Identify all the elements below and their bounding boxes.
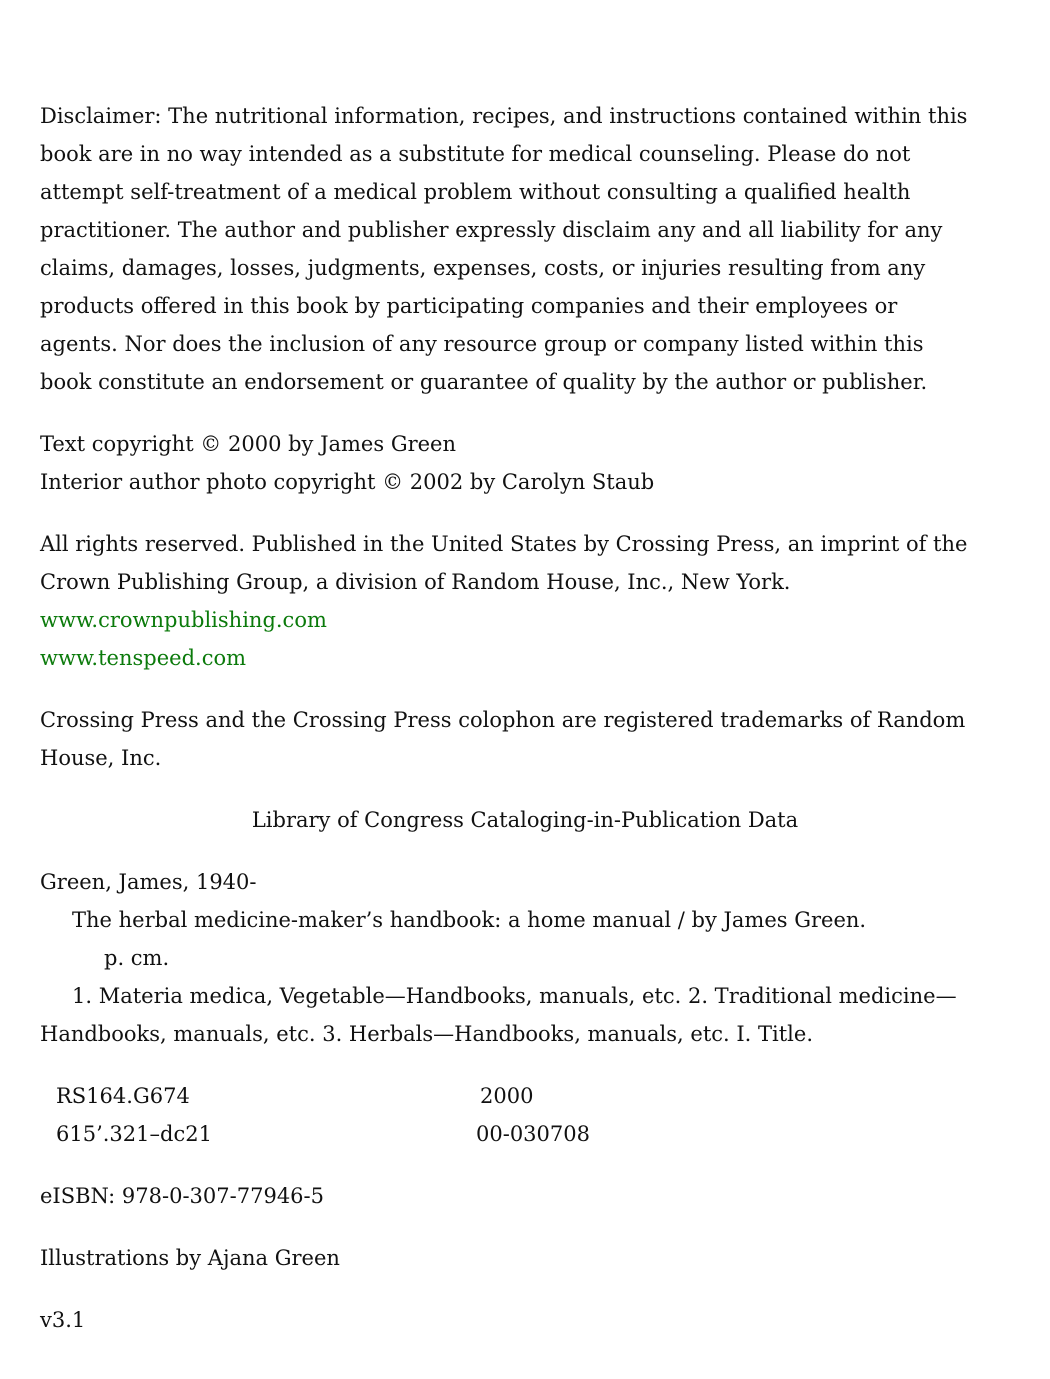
cip-subjects: 1. Materia medica, Vegetable—Handbooks, manuals, etc. 2. Traditional medicine—: [72, 984, 957, 1008]
disclaimer-line: Disclaimer: The nutritional information, recipes, and instructions contained within this: [40, 104, 968, 128]
lccn: 00-030708: [476, 1122, 590, 1146]
copyright-page: [40, 97, 1010, 1339]
cip-pages: p. cm.: [104, 946, 170, 970]
trademark-line: House, Inc.: [40, 746, 162, 770]
disclaimer-line: attempt self-treatment of a medical problem without consulting a qualified health: [40, 180, 911, 204]
classification-row: [40, 1077, 1010, 1115]
illustrations-credit: Illustrations by Ajana Green: [40, 1246, 340, 1270]
call-number: RS164.G674: [56, 1084, 190, 1108]
classification-row: [40, 1115, 1010, 1153]
dewey-number: 615’.321–dc21: [56, 1122, 212, 1146]
disclaimer-line: practitioner. The author and publisher expressly disclaim any and all liability for any: [40, 218, 943, 242]
classification-table: [40, 1077, 1010, 1153]
text-copyright: Text copyright © 2000 by James Green: [40, 432, 457, 456]
trademark-block: [40, 701, 1010, 777]
cip-title: The herbal medicine-maker’s handbook: a home manual / by James Green.: [72, 908, 867, 932]
tenspeed-link[interactable]: www.tenspeed.com: [40, 646, 247, 670]
rights-block: [40, 525, 1010, 677]
cip-author: Green, James, 1940-: [40, 870, 257, 894]
disclaimer-line: agents. Nor does the inclusion of any resource group or company listed within this: [40, 332, 924, 356]
disclaimer-line: book are in no way intended as a substitute for medical counseling. Please do not: [40, 142, 911, 166]
cip-subjects-continued: Handbooks, manuals, etc. 3. Herbals—Handbooks, manuals, etc. I. Title.: [40, 1022, 813, 1046]
disclaimer-paragraph: [40, 97, 1010, 401]
version-label: v3.1: [40, 1308, 86, 1332]
trademark-line: Crossing Press and the Crossing Press colophon are registered trademarks of Random: [40, 708, 966, 732]
disclaimer-line: book constitute an endorsement or guarantee of quality by the author or publisher.: [40, 370, 928, 394]
rights-line: All rights reserved. Published in the United States by Crossing Press, an imprint of the: [40, 532, 968, 556]
crownpublishing-link[interactable]: www.crownpublishing.com: [40, 608, 327, 632]
eisbn: eISBN: 978-0-307-77946-5: [40, 1184, 324, 1208]
rights-line: Crown Publishing Group, a division of Random House, Inc., New York.: [40, 570, 791, 594]
disclaimer-line: products offered in this book by participating companies and their employees or: [40, 294, 898, 318]
copyright-block: [40, 425, 1010, 501]
cip-record: [40, 863, 1010, 1053]
disclaimer-line: claims, damages, losses, judgments, expenses, costs, or injuries resulting from any: [40, 256, 926, 280]
cip-heading: Library of Congress Cataloging-in-Publication Data: [251, 808, 799, 832]
photo-copyright: Interior author photo copyright © 2002 by Carolyn Staub: [40, 470, 655, 494]
publication-year: 2000: [480, 1084, 534, 1108]
